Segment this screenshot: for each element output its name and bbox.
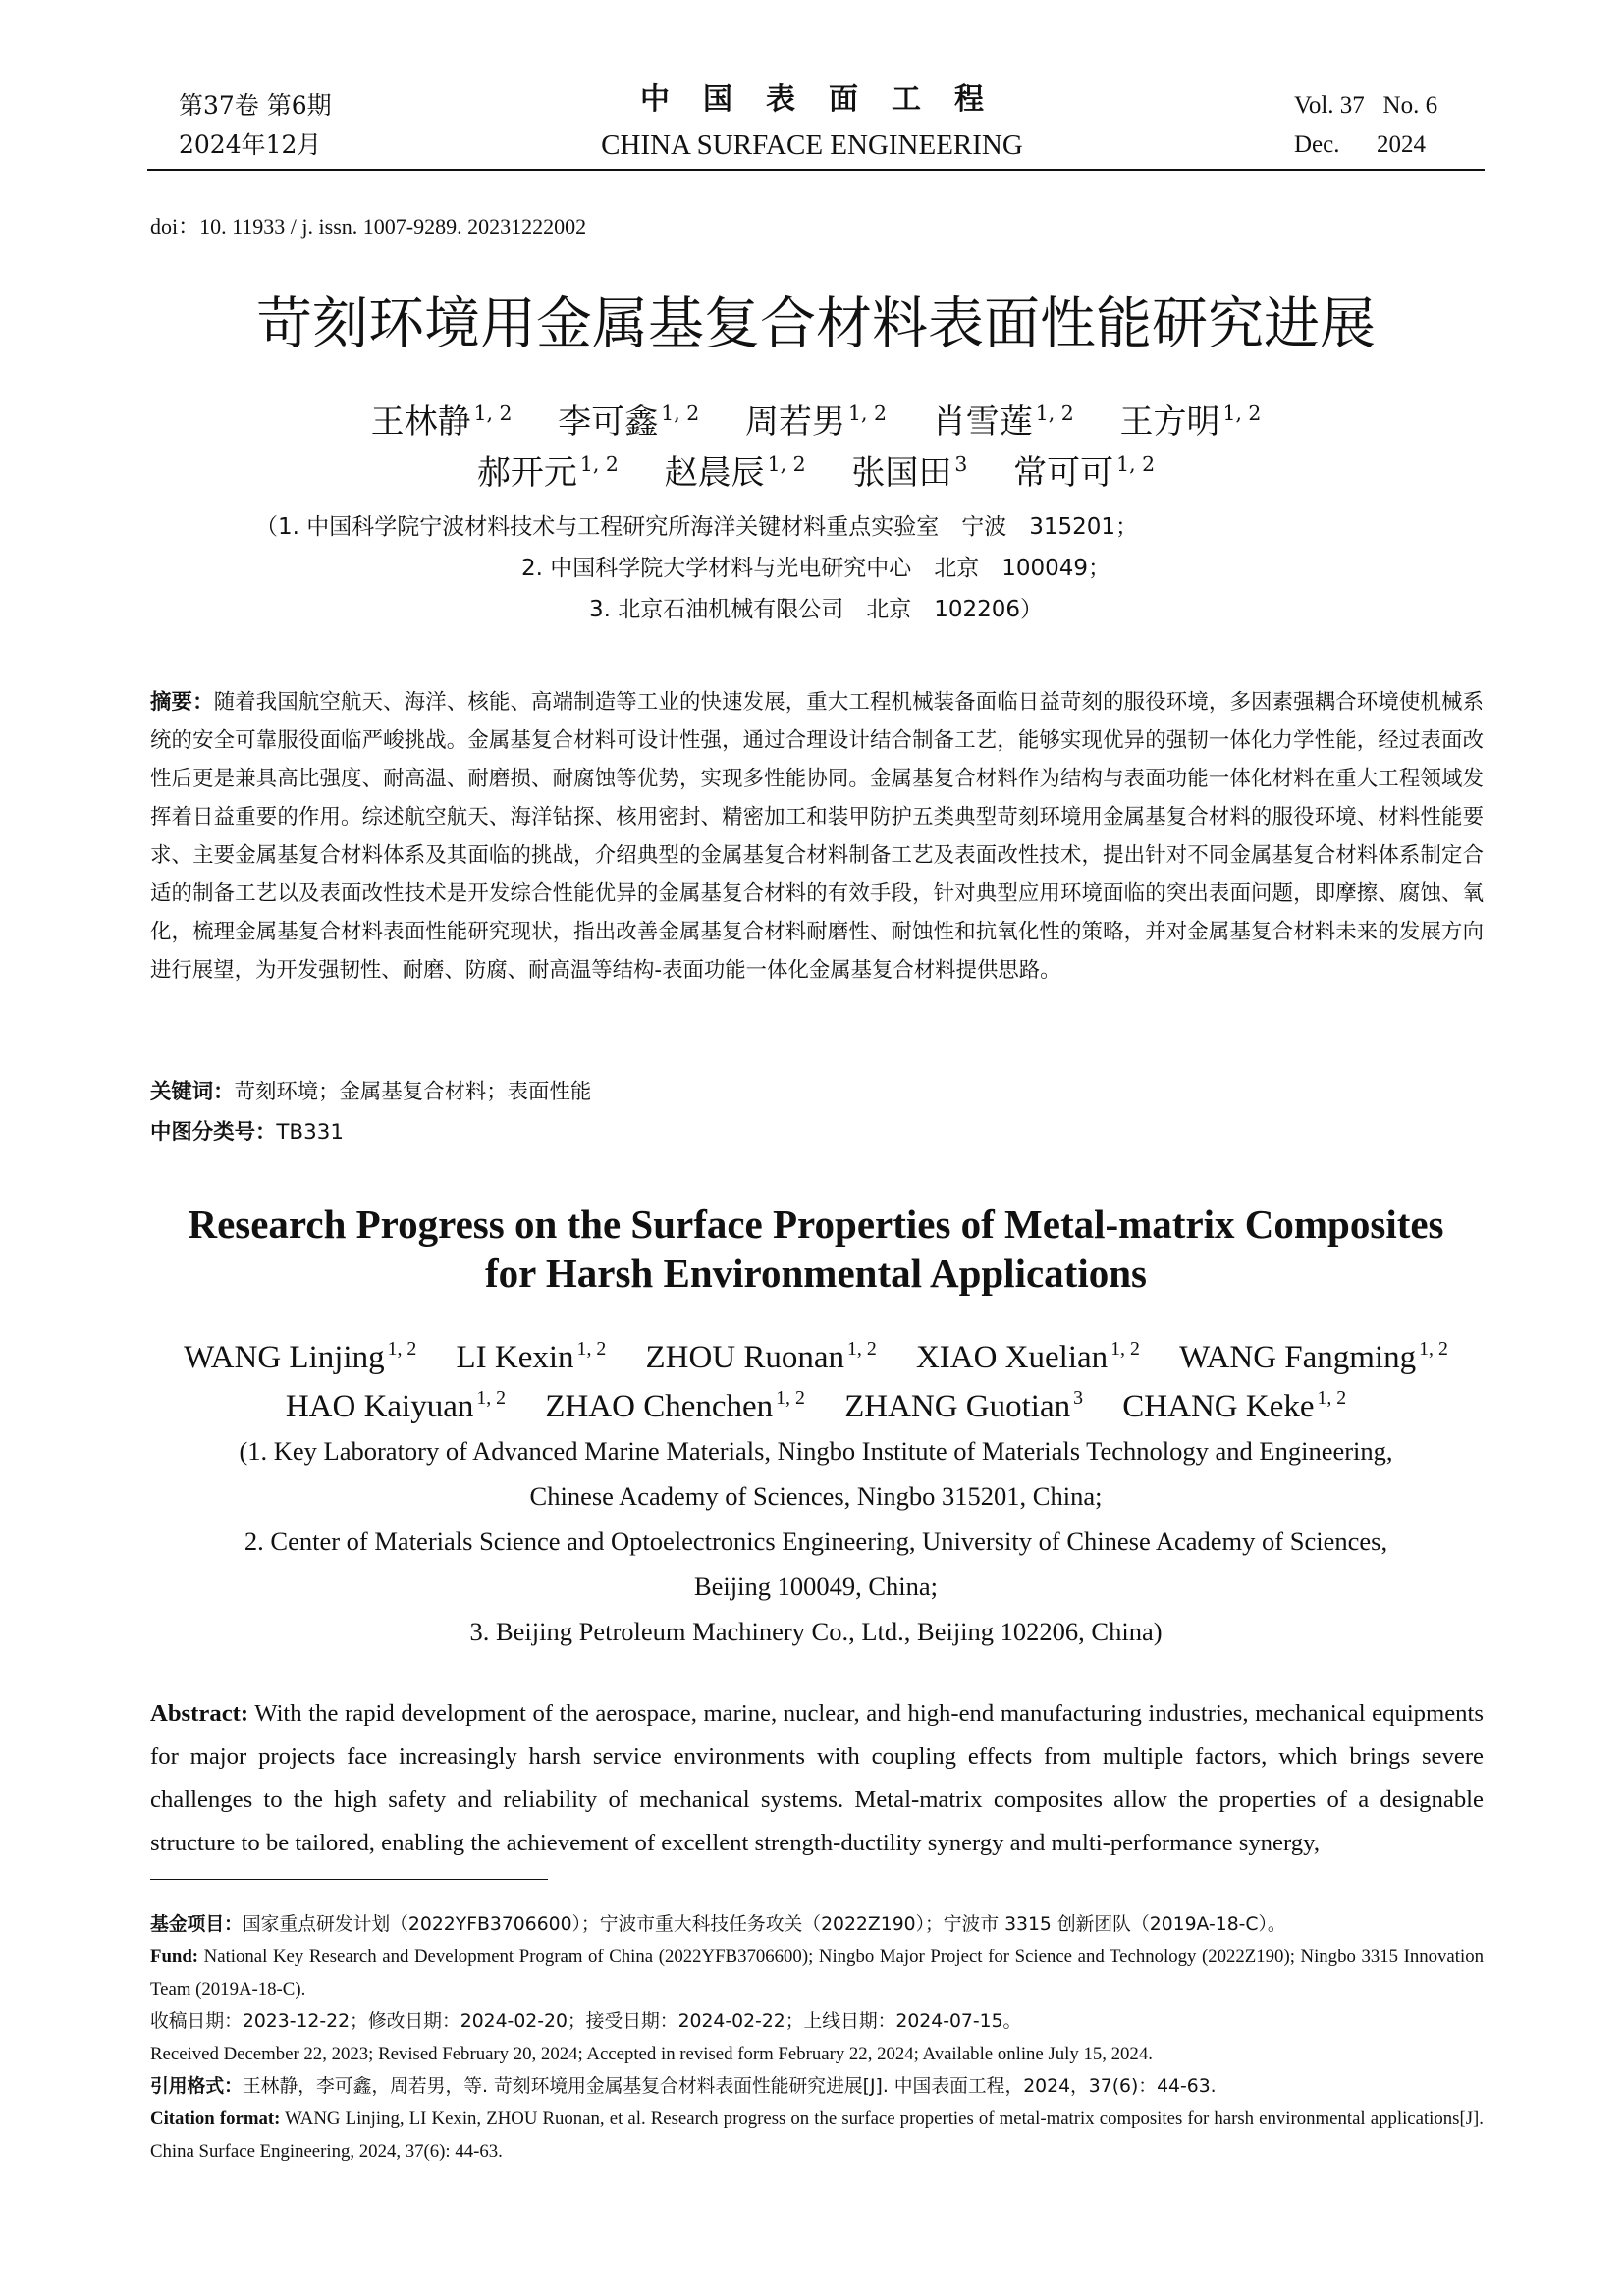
title-en: [147, 1200, 1485, 1298]
title-en-line: Research Progress on the Surface Properties of Metal-matrix Composites: [188, 1201, 1444, 1247]
title-en-line: for Harsh Environmental Applications: [485, 1251, 1147, 1296]
author-en: ZHAO Chenchen $^{1, 2}$: [545, 1387, 805, 1424]
affiliation-en: Beijing 100049, China;: [693, 1572, 939, 1601]
number-en: No. 6: [1382, 92, 1438, 119]
citation-en: Citation format: WANG Linjing, LI Kexin, ZHOU Ruonan, et al. Research progress on the surface properties of metal-matrix composites for harsh environmental applications[J]. China Surface Engineering, 2024, 37(6): 44-63.: [150, 2109, 1485, 2162]
abstract-en-text: With the rapid development of the aerospace, marine, nuclear, and high-end manufacturing industries, mechanical equipments for major projects face increasingly harsh service environments with coupling effects from multiple factors, which brings severe challenges to the high safety and reliability of mechanical systems. Metal-matrix composites allow the properties of a designable structure to be tailored, enabling the achievement of excellent strength-ductility synergy and multi-performance synergy,: [150, 1700, 1484, 1856]
affiliations-en: [147, 1428, 1485, 1654]
abstract-cn: [150, 683, 1484, 989]
affiliation-en: 3. Beijing Petroleum Machinery Co., Ltd., Beijing 102206, China): [469, 1617, 1163, 1646]
classification-cn-text: TB331: [276, 1120, 344, 1145]
affiliation-en: Chinese Academy of Sciences, Ningbo 315201, China;: [529, 1481, 1103, 1511]
classification-cn: [150, 1113, 344, 1151]
footnote-rule: [150, 1879, 548, 1880]
date-cn: 2024年12月: [179, 131, 322, 159]
volume-en: Vol. 37: [1294, 92, 1365, 119]
author-en: HAO Kaiyuan $^{1, 2}$: [285, 1387, 507, 1424]
abstract-cn-text: 随着我国航空航天、海洋、核能、高端制造等工业的快速发展，重大工程机械装备面临日益苛刻的服役环境，多因素强耦合环境使机械系统的安全可靠服役面临严峻挑战。金属基复合材料可设计性强，通过合理设计结合制备工艺，能够实现优异的强韧一体化力学性能，经过表面改性后更是兼具高比强度、耐高温、耐磨损、耐腐蚀等优势，实现多性能协同。金属基复合材料作为结构与表面功能一体化材料在重大工程领域发挥着日益重要的作用。综述航空航天、海洋钻探、核用密封、精密加工和装甲防护五类典型苛刻环境用金属基复合材料的服役环境、材料性能要求、主要金属基复合材料体系及其面临的挑战，介绍典型的金属基复合材料制备工艺及表面改性技术，提出针对不同金属基复合材料体系制定合适的制备工艺以及表面改性技术是开发综合性能优异的金属基复合材料的有效手段，针对典型应用环境面临的突出表面问题，即摩擦、腐蚀、氧化，梳理金属基复合材料表面性能研究现状，指出改善金属基复合材料耐磨性、耐蚀性和抗氧化性的策略，并对金属基复合材料未来的发展方向进行展望，为开发强韧性、耐磨、防腐、耐高温等结构-表面功能一体化金属基复合材料提供思路。: [150, 690, 1484, 983]
affiliation-cn: （1. 中国科学院宁波材料技术与工程研究所海洋关键材料重点实验室 宁波 315201；: [255, 514, 1139, 540]
classification-cn-label: 中图分类号：: [150, 1120, 277, 1145]
month-en: Dec.: [1294, 132, 1340, 158]
fund-cn: 基金项目：国家重点研发计划（2022YFB3706600）；宁波市重大科技任务攻关（2022Z190）；宁波市 3315 创新团队（2019A-18-C）。: [150, 1914, 1286, 1935]
author-en: XIAO Xuelian $^{1, 2}$: [915, 1338, 1140, 1375]
author-en: ZHOU Ruonan $^{1, 2}$: [645, 1338, 877, 1375]
author-cn: 赵晨辰 $^{1, 2}$: [664, 452, 806, 493]
abstract-en: [150, 1692, 1484, 1865]
author-cn: 王方明 $^{1, 2}$: [1119, 400, 1262, 442]
keywords-cn-text: 苛刻环境；金属基复合材料；表面性能: [234, 1080, 592, 1104]
citation-cn: 引用格式：王林静，李可鑫，周若男，等. 苛刻环境用金属基复合材料表面性能研究进展[J]. 中国表面工程，2024，37(6)：44-63.: [150, 2076, 1217, 2097]
keywords-cn: [150, 1073, 591, 1111]
dates-cn: 收稿日期：2023-12-22；修改日期：2024-02-20；接受日期：2024-02-22；上线日期：2024-07-15。: [150, 2011, 1022, 2032]
affiliation-en: 2. Center of Materials Science and Optoelectronics Engineering, University of Chinese Academy of Sciences,: [244, 1526, 1388, 1556]
author-cn: 肖雪莲 $^{1, 2}$: [932, 400, 1074, 442]
affiliation-en: (1. Key Laboratory of Advanced Marine Materials, Ningbo Institute of Materials Technology and Engineering,: [239, 1436, 1393, 1466]
header-journal: [491, 79, 1133, 165]
author-cn: 常可可 $^{1, 2}$: [1013, 452, 1156, 493]
author-cn: 郝开元 $^{1, 2}$: [476, 452, 619, 493]
journal-name-cn: 中国表面工程: [640, 82, 1017, 117]
volume-issue-cn: 第37卷 第6期: [179, 91, 332, 120]
abstract-cn-label: 摘要：: [150, 690, 214, 715]
author-en: WANG Linjing $^{1, 2}$: [184, 1338, 417, 1375]
header-left: [179, 86, 332, 165]
header-rule: [147, 169, 1485, 171]
abstract-en-label: Abstract:: [150, 1700, 249, 1727]
year-en: 2024: [1377, 132, 1426, 158]
authors-cn: [147, 397, 1485, 499]
journal-name-en: CHINA SURFACE ENGINEERING: [601, 130, 1023, 161]
affiliation-cn: 2. 中国科学院大学材料与光电研究中心 北京 100049；: [520, 556, 1111, 581]
author-en: LI Kexin $^{1, 2}$: [456, 1338, 607, 1375]
author-en: ZHANG Guotian $^3$: [844, 1387, 1084, 1424]
author-en: CHANG Keke $^{1, 2}$: [1122, 1387, 1347, 1424]
header-right: [1294, 86, 1437, 165]
author-en: WANG Fangming $^{1, 2}$: [1179, 1338, 1448, 1375]
affiliation-cn: 3. 北京石油机械有限公司 北京 102206）: [588, 597, 1044, 622]
author-cn: 王林静 $^{1, 2}$: [370, 400, 513, 442]
footnotes: [150, 1908, 1484, 2167]
title-cn: 苛刻环境用金属基复合材料表面性能研究进展: [256, 292, 1376, 356]
fund-en: Fund: National Key Research and Development Program of China (2022YFB3706600); Ningbo Major Project for Science and Technology (2022Z190); Ningbo 3315 Innovation Team (2019A-18-C).: [150, 1947, 1484, 2000]
doi[interactable]: doi：10. 11933 / j. issn. 1007-9289. 20231222002: [150, 214, 587, 239]
keywords-cn-label: 关键词：: [150, 1080, 235, 1104]
author-cn: 周若男 $^{1, 2}$: [745, 400, 887, 442]
dates-en: Received December 22, 2023; Revised February 20, 2024; Accepted in revised form February 22, 2024; Available online July 15, 2024.: [150, 2044, 1153, 2064]
authors-en: [147, 1333, 1485, 1431]
affiliations-cn: [147, 507, 1485, 630]
author-cn: 李可鑫 $^{1, 2}$: [558, 400, 700, 442]
author-cn: 张国田 $^3$: [851, 452, 968, 493]
